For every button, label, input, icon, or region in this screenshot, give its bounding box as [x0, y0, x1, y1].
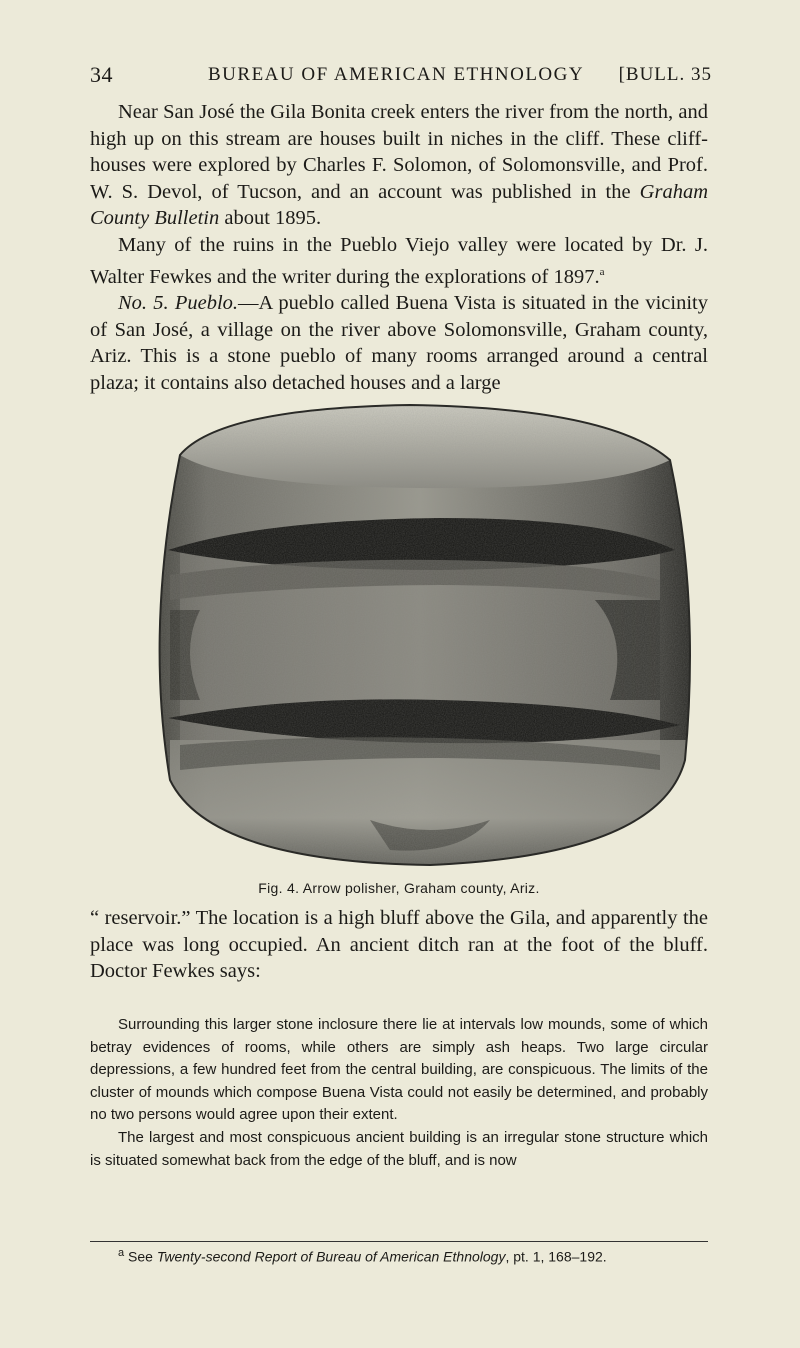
paragraph-buena-vista — [90, 290, 708, 396]
footnote-rule — [90, 1241, 708, 1242]
body-text-bottom — [90, 905, 708, 985]
text-run: about 1895. — [219, 207, 322, 230]
body-text-top — [90, 99, 708, 396]
quote-paragraph-2: The largest and most conspicuous ancient building is an irregular stone structure which is situated somewhat back from the edge of the bluff, and is now — [90, 1128, 708, 1169]
figure-caption: Fig. 4. Arrow polisher, Graham county, Ariz. — [258, 880, 540, 896]
bulletin-label: [BULL. 35 — [618, 64, 712, 85]
quote-paragraph-1: Surrounding this larger stone inclosure there lie at intervals low mounds, some of which betray evidences of rooms, while others are simply ash heaps. Two large circular depressions, a few hundred feet from the central building, are conspicuous. The limits of the cluster of mounds which compose Buena Vista could not easily be determined, and probably no two persons would agree upon their extent. — [90, 1016, 708, 1124]
text-run: See — [124, 1248, 157, 1265]
page-number: 34 — [90, 62, 113, 87]
footnote — [90, 1247, 708, 1265]
text-run: Many of the ruins in the Pueblo Viejo valley were located by Dr. J. Walter Fewkes and the writer during the explorations of 1897. — [90, 233, 708, 288]
block-quote — [90, 1014, 708, 1172]
paragraph-cliff-houses — [90, 99, 708, 232]
footnote-mark[interactable]: a — [599, 265, 605, 278]
running-title: BUREAU OF AMERICAN ETHNOLOGY — [208, 64, 585, 85]
arrow-polisher-figure — [140, 400, 700, 870]
stone-body — [140, 400, 700, 870]
text-run: —A pueblo called Buena Vista is situated in the vicinity of San José, a village on the river above Solomonsville, Graham county, Ariz. This is a stone pueblo of many rooms arranged around a central plaza; it contains also detached houses and a large — [90, 291, 708, 394]
text-run: Near San José the Gila Bonita creek enters the river from the north, and high up on this stream are houses built in niches in the cliff. These cliff-houses were explored by Charles F. Solomon, of Solomonsville, and Prof. W. S. Devol, of Tucson, and an account was published in the — [90, 101, 708, 203]
footnote-mark: a — [118, 1247, 125, 1259]
paragraph-reservoir: “ reservoir.” The location is a high bluff above the Gila, and apparently the place was long occupied. An ancient ditch ran at the foot of the bluff. Doctor Fewkes says: — [90, 907, 708, 983]
paragraph-pueblo-viejo — [90, 232, 708, 290]
italic-title: Graham County Bulletin — [90, 180, 708, 230]
italic-report-title: Twenty-second Report of Bureau of American Ethnology — [156, 1248, 506, 1265]
text-run: , pt. 1, 168–192. — [505, 1248, 607, 1265]
running-header — [90, 62, 710, 86]
italic-heading: No. 5. Pueblo. — [118, 291, 239, 314]
